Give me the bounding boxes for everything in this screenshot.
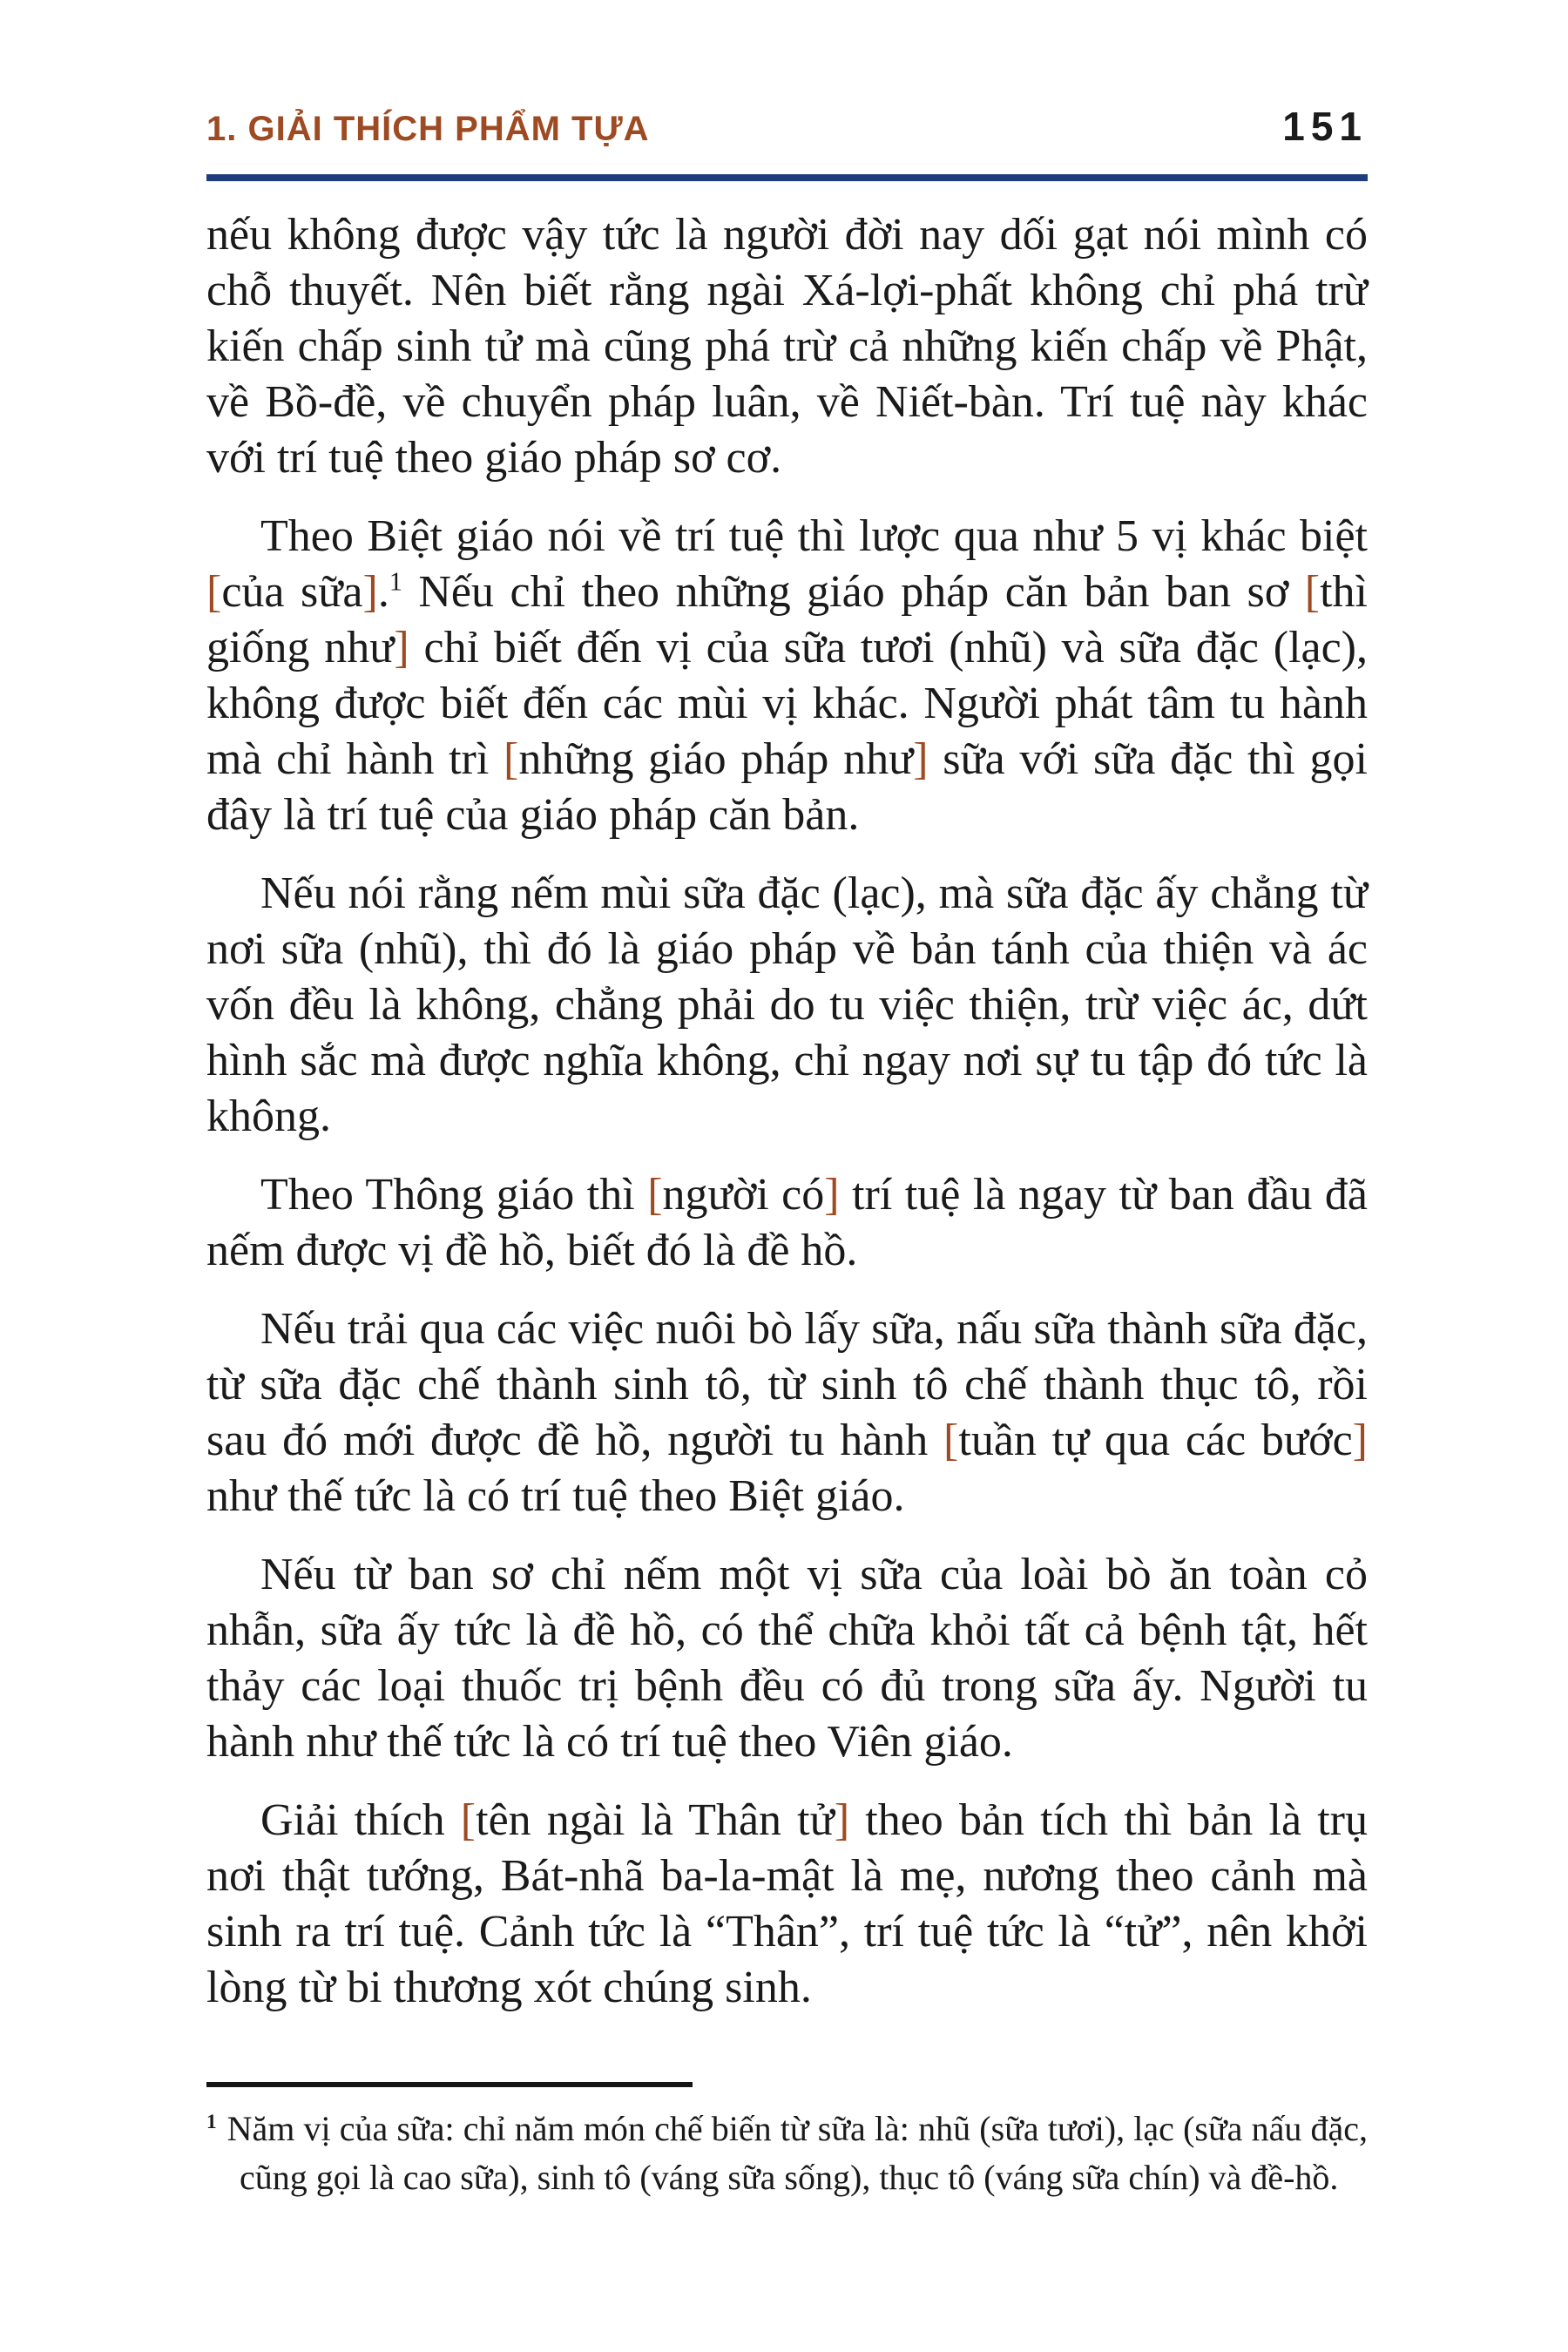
- footnote-marker: 1: [206, 2110, 217, 2133]
- inline-bracket: [: [503, 734, 519, 784]
- body-text: [206, 207, 1368, 2038]
- inline-bracket: ]: [824, 1170, 840, 1220]
- inline-bracket: ]: [913, 734, 929, 784]
- inline-bracket: [: [206, 567, 222, 617]
- footnote-separator: [206, 2082, 693, 2087]
- section-title: 1. GIẢI THÍCH PHẨM TỰA: [206, 110, 650, 148]
- header-rule: [206, 174, 1368, 181]
- paragraph: Nếu từ ban sơ chỉ nếm một vị sữa của loài bò ăn toàn cỏ nhẫn, sữa ấy tức là đề hồ, có thể chữa khỏi tất cả bệnh tật, hết thảy các loại thuốc trị bệnh đều có đủ trong sữa ấy. Người tu hành như thế tức là có trí tuệ theo Viên giáo.: [206, 1550, 1368, 1767]
- footnote-body: Năm vị của sữa: chỉ năm món chế biến từ sữa là: nhũ (sữa tươi), lạc (sữa nấu đặc, cũng gọi là cao sữa), sinh tô (váng sữa sống), thục tô (váng sữa chín) và đề-hồ.: [226, 2109, 1368, 2197]
- inline-bracket: ]: [394, 623, 409, 672]
- inline-bracket: [: [1304, 567, 1321, 617]
- paragraph: Giải thích [tên ngài là Thân tử] theo bản tích thì bản là trụ nơi thật tướng, Bát-nhã ba-la-mật là mẹ, nương theo cảnh mà sinh ra trí tuệ. Cảnh tức là “Thân”, trí tuệ tức là “tử”, nên khởi lòng từ bi thương xót chúng sinh.: [206, 1795, 1368, 2012]
- footnote-text: [206, 2105, 1368, 2202]
- inline-bracket: ]: [362, 567, 378, 617]
- inline-bracket: [: [943, 1416, 959, 1465]
- inline-bracket: ]: [834, 1795, 850, 1845]
- paragraph: Nếu nói rằng nếm mùi sữa đặc (lạc), mà sữa đặc ấy chẳng từ nơi sữa (nhũ), thì đó là giáo pháp về bản tánh của thiện và ác vốn đều là không, chẳng phải do tu việc thiện, trừ việc ác, dứt hình sắc mà được nghĩa không, chỉ ngay nơi sự tu tập đó tức là không.: [206, 868, 1368, 1141]
- page-number: 151: [1282, 104, 1368, 149]
- footnote: [206, 2082, 1368, 2202]
- paragraph: Nếu trải qua các việc nuôi bò lấy sữa, nấu sữa thành sữa đặc, từ sữa đặc chế thành sinh tô, từ sinh tô chế thành thục tô, rồi sau đó mới được đề hồ, người tu hành [tuần tự qua các bước] như thế tức là có trí tuệ theo Biệt giáo.: [206, 1304, 1368, 1521]
- paragraph: Theo Thông giáo thì [người có] trí tuệ là ngay từ ban đầu đã nếm được vị đề hồ, biết đó là đề hồ.: [206, 1170, 1368, 1275]
- inline-bracket: ]: [1352, 1416, 1368, 1465]
- inline-bracket: [: [647, 1170, 663, 1220]
- footnote-reference: 1: [389, 566, 402, 597]
- paragraph: Theo Biệt giáo nói về trí tuệ thì lược qua như 5 vị khác biệt [của sữa].$^1$ Nếu chỉ theo những giáo pháp căn bản ban sơ [thì giống như] chỉ biết đến vị của sữa tươi (nhũ) và sữa đặc (lạc), không được biết đến các mùi vị khác. Người phát tâm tu hành mà chỉ hành trì [những giáo pháp như] sữa với sữa đặc thì gọi đây là trí tuệ của giáo pháp căn bản.: [206, 511, 1368, 840]
- inline-bracket: [: [460, 1795, 476, 1845]
- page-header: [206, 103, 1368, 150]
- paragraph: nếu không được vậy tức là người đời nay dối gạt nói mình có chỗ thuyết. Nên biết rằng ngài Xá-lợi-phất không chỉ phá trừ kiến chấp sinh tử mà cũng phá trừ cả những kiến chấp về Phật, về Bồ-đề, về chuyển pháp luân, về Niết-bàn. Trí tuệ này khác với trí tuệ theo giáo pháp sơ cơ.: [206, 210, 1368, 483]
